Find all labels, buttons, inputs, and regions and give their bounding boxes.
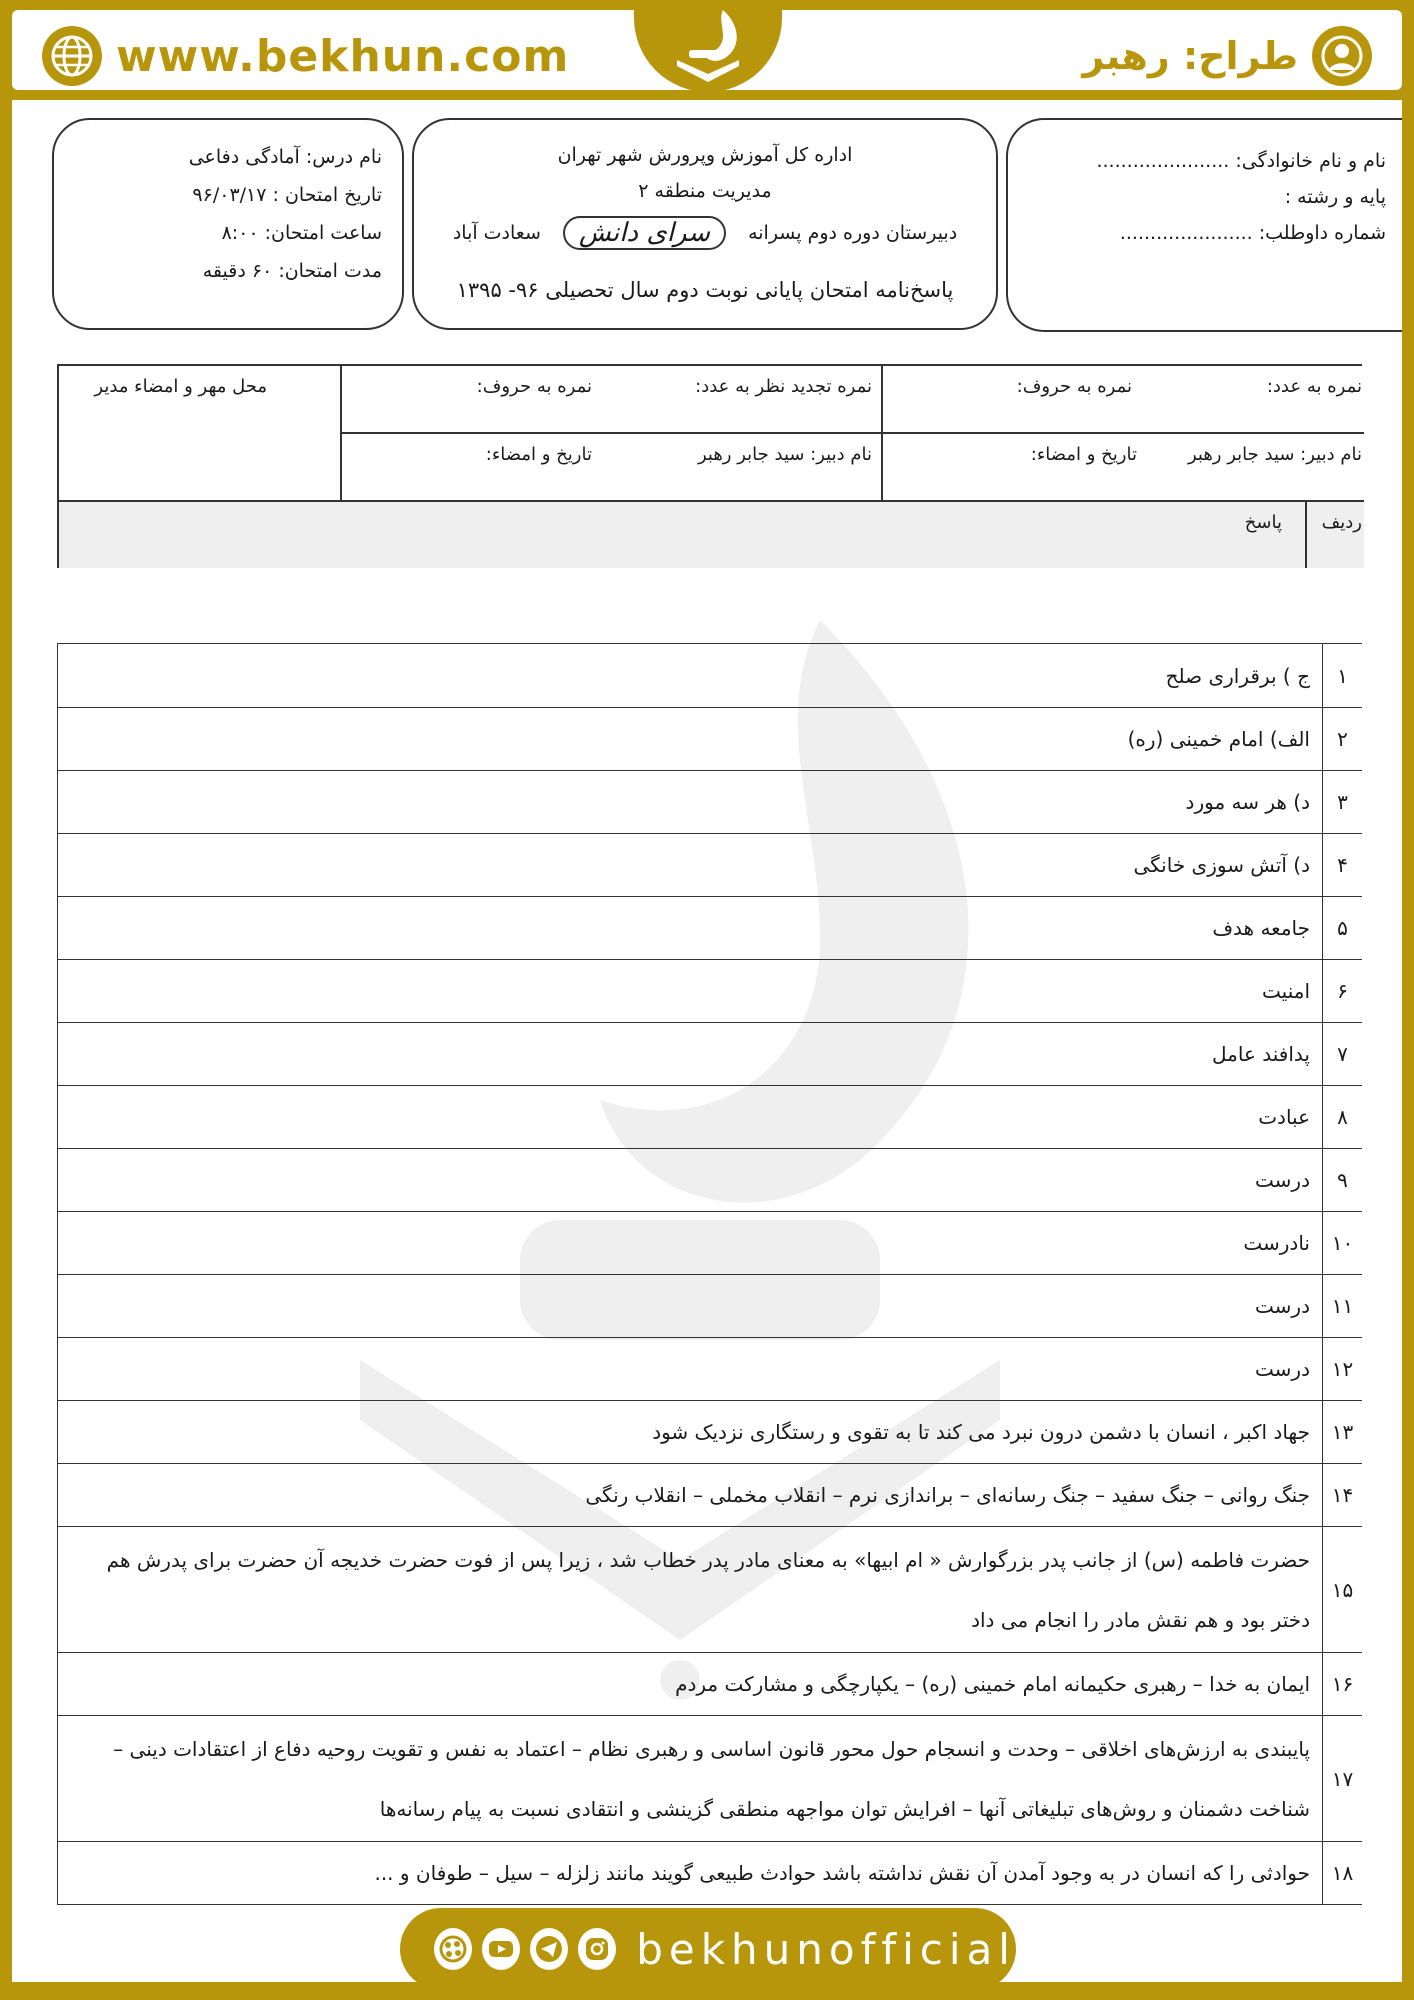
answer-header-row [59,502,1364,568]
student-info-box [1006,118,1406,332]
table-row [58,1841,1362,1904]
exam-subject: نام درس: آمادگی دفاعی [188,146,382,168]
district-name: مدیریت منطقه ۲ [638,180,772,202]
candidate-number-field[interactable]: شماره داوطلب: ...................... [1119,222,1386,244]
school-info-box [412,118,998,330]
row-number: ۸ [1322,1086,1362,1148]
row-number: ۱۰ [1322,1212,1362,1274]
answer-text: جنگ روانی – جنگ سفید – جنگ رسانه‌ای – براندازی نرم – انقلاب مخملی – انقلاب رنگی [585,1483,1310,1507]
table-row [58,1715,1362,1841]
table-row [58,770,1362,833]
department-name: اداره کل آموزش وپرورش شهر تهران [557,144,853,166]
social-footer [400,1908,1016,1990]
answer-text: درست [1255,1168,1310,1192]
social-handle: bekhunofficial [636,1924,1016,1974]
instagram-icon[interactable] [578,1928,616,1970]
designer-name: طراح: رهبر [1082,34,1298,78]
answer-text: الف) امام خمینی (ره) [1127,727,1310,751]
answers-table [57,643,1362,1905]
answer-text: عبادت [1258,1105,1310,1129]
youtube-icon[interactable] [482,1928,520,1970]
book-quill-icon [663,6,753,86]
website-url: www.bekhun.com [116,30,570,82]
answer-text: جامعه هدف [1212,916,1310,940]
teacher-name-2: نام دبیر: سید جابر رهبر [697,444,872,465]
answer-text: نادرست [1243,1231,1310,1255]
exam-time: ساعت امتحان: ۸:۰۰ [221,222,382,244]
school-name-logo: سرای دانش [563,216,726,250]
table-row [58,1337,1362,1400]
table-row [58,1400,1362,1463]
answer-text: درست [1255,1294,1310,1318]
score-words-label: نمره به حروف: [1016,376,1132,397]
answer-text: ایمان به خدا – رهبری حکیمانه امام خمینی (ره) – یکپارچگی و مشارکت مردم [675,1672,1310,1696]
top-banner [0,0,1414,100]
answer-text: د) آتش سوزی خانگی [1133,853,1310,877]
table-row [58,959,1362,1022]
answer-text: پدافند عامل [1212,1042,1310,1066]
date-sign-2: تاریخ و امضاء: [485,444,592,465]
answer-text: درست [1255,1357,1310,1381]
table-row [58,644,1362,707]
date-sign-1: تاریخ و امضاء: [1030,444,1137,465]
answer-column-header: پاسخ [1244,512,1282,533]
aparat-icon[interactable] [434,1928,472,1970]
school-branch: سعادت آباد [452,222,541,244]
table-row [58,707,1362,770]
teacher-name-1: نام دبیر: سید جابر رهبر [1187,444,1362,465]
designer-credit [1082,26,1372,86]
row-number: ۴ [1322,834,1362,896]
table-row [58,1463,1362,1526]
answer-text: حضرت فاطمه (س) از جانب پدر بزرگوارش « ام ابیها» به معنای مادر پدر خطاب شد ، زیرا پس از فوت حضرت خدیجه آن حضرت برای پدرش هم دختر بود و هم نقش مادر را انجام می داد [106,1547,1310,1632]
answer-text: حوادثی را که انسان در به وجود آمدن آن نقش نداشته باشد حوادث طبیعی گویند مانند زلزله – سیل – طوفان و ... [374,1861,1310,1885]
globe-icon [42,26,102,86]
table-row [58,896,1362,959]
table-row [58,833,1362,896]
row-number: ۱۸ [1322,1842,1362,1904]
row-number: ۱۵ [1322,1527,1362,1652]
telegram-icon[interactable] [530,1928,568,1970]
answer-sheet-title: پاسخ‌نامه امتحان پایانی نوبت دوم سال تحصیلی ۹۶- ۱۳۹۵ [456,278,954,302]
student-name-field[interactable]: نام و نام خانوادگی: ...................... [1096,150,1386,172]
row-number: ۱۱ [1322,1275,1362,1337]
score-number-label: نمره به عدد: [1266,376,1362,397]
grade-field[interactable]: پایه و رشته : [1284,186,1386,208]
table-row [58,1211,1362,1274]
row-number: ۱ [1322,644,1362,707]
exam-date: تاریخ امتحان : ۹۶/۰۳/۱۷ [192,184,382,206]
row-number: ۱۶ [1322,1653,1362,1715]
website-link[interactable] [42,26,569,86]
row-number: ۲ [1322,708,1362,770]
row-number: ۶ [1322,960,1362,1022]
grade-table [57,364,1362,568]
stamp-label: محل مهر و امضاء مدیر [94,376,267,397]
answer-text: امنیت [1262,979,1310,1003]
table-row [58,1148,1362,1211]
row-number: ۷ [1322,1023,1362,1085]
row-number: ۳ [1322,771,1362,833]
review-words-label: نمره به حروف: [476,376,592,397]
row-number: ۱۷ [1322,1716,1362,1841]
exam-duration: مدت امتحان: ۶۰ دقیقه [202,260,382,282]
answer-text: پایبندی به ارزش‌های اخلاقی – وحدت و انسجام حول محور قانون اساسی و رهبری نظام – اعتماد به نفس و تقویت روحیه دفاع از اعتقادات دینی – شناخت دشمنان و روش‌های تبلیغاتی آنها – افرایش توان مواجهه منطقی گزینشی و انتقادی نسبت به پیام رسانه‌ها [113,1736,1310,1821]
row-number: ۱۴ [1322,1464,1362,1526]
row-number: ۱۲ [1322,1338,1362,1400]
answer-text: جهاد اکبر ، انسان با دشمن درون نبرد می کند تا به تقوی و رستگاری نزدیک شود [652,1420,1310,1444]
table-row [58,1652,1362,1715]
exam-info-box [52,118,404,330]
answer-text: ج ) برقراری صلح [1165,663,1310,688]
row-number: ۱۳ [1322,1401,1362,1463]
review-number-label: نمره تجدید نظر به عدد: [695,376,872,397]
table-row [58,1526,1362,1652]
school-type: دبیرستان دوره دوم پسرانه [748,222,958,244]
user-icon [1312,26,1372,86]
row-number: ۹ [1322,1149,1362,1211]
table-row [58,1022,1362,1085]
answer-text: د) هر سه مورد [1185,790,1310,814]
row-number: ۵ [1322,897,1362,959]
table-row [58,1085,1362,1148]
row-column-header: ردیف [1321,512,1362,533]
table-row [58,1274,1362,1337]
